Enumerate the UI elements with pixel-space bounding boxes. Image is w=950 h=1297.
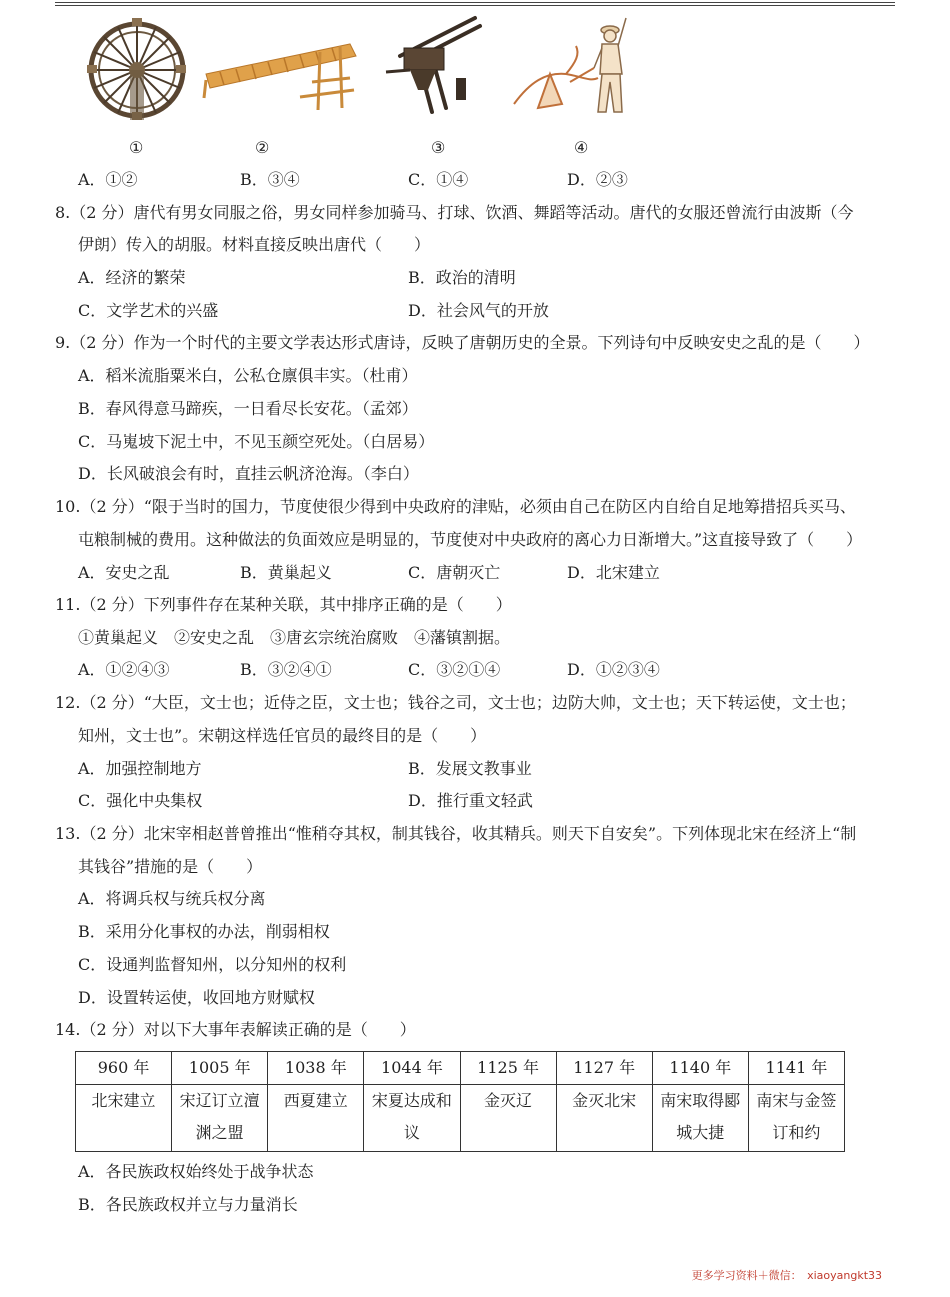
q7-option-a: A．①② xyxy=(78,170,138,189)
q7-option-b: B．③④ xyxy=(240,170,300,189)
q14-option-a: A．各民族政权始终处于战争状态 xyxy=(78,1162,314,1181)
year-cell: 1141 年 xyxy=(748,1052,844,1085)
q14-option-b: B．各民族政权并立与力量消长 xyxy=(78,1195,298,1214)
q11-option-d: D．①②③④ xyxy=(567,660,660,679)
event-cell: 金灭北宋 xyxy=(556,1085,652,1152)
q8-option-a: A．经济的繁荣 xyxy=(78,268,186,287)
image-caption-3: ③ xyxy=(431,138,446,157)
q8-stem-line2: 伊朗）传入的胡服。材料直接反映出唐代（ ） xyxy=(78,235,431,254)
year-cell: 1125 年 xyxy=(460,1052,556,1085)
q13-stem-line2: 其钱谷”措施的是（ ） xyxy=(78,857,263,876)
seed-drill-illustration xyxy=(380,12,485,124)
q11-option-a: A．①②④③ xyxy=(78,660,170,679)
q8-option-d: D．社会风气的开放 xyxy=(408,301,549,320)
q12-stem-line1: 12.（2 分）“大臣，文士也；近侍之臣，文士也；钱谷之司，文士也；边防大帅，文士也；天下转运使，文士也； xyxy=(55,693,856,712)
chronology-table xyxy=(75,1051,845,1152)
event-cell: 宋辽订立澶 渊之盟 xyxy=(172,1085,268,1152)
header-rule-secondary xyxy=(55,5,895,6)
year-cell: 960 年 xyxy=(76,1052,172,1085)
q8-stem-line1: 8.（2 分）唐代有男女同服之俗，男女同样参加骑马、打球、饮酒、舞蹈等活动。唐代的女服还曾流行由波斯（今 xyxy=(55,203,854,222)
q12-option-c: C．强化中央集权 xyxy=(78,791,203,810)
event-cell: 金灭辽 xyxy=(460,1085,556,1152)
q10-option-a: A．安史之乱 xyxy=(78,563,170,582)
q9-option-c: C．马嵬坡下泥土中，不见玉颜空死处。（白居易） xyxy=(78,432,435,451)
q12-option-b: B．发展文教事业 xyxy=(408,759,532,778)
q13-option-d: D．设置转运使，收回地方财赋权 xyxy=(78,988,315,1007)
year-cell: 1140 年 xyxy=(652,1052,748,1085)
q10-option-c: C．唐朝灭亡 xyxy=(408,563,501,582)
q9-option-a: A．稻米流脂粟米白，公私仓廪俱丰实。（杜甫） xyxy=(78,366,418,385)
curved-shaft-plough-illustration xyxy=(510,12,635,124)
q14-stem-line1: 14.（2 分）对以下大事年表解读正确的是（ ） xyxy=(55,1020,416,1039)
image-caption-4: ④ xyxy=(574,138,589,157)
q7-option-d: D．②③ xyxy=(567,170,628,189)
year-cell: 1038 年 xyxy=(268,1052,364,1085)
table-row-years xyxy=(76,1052,845,1085)
q8-option-c: C．文学艺术的兴盛 xyxy=(78,301,219,320)
q11-option-b: B．③②④① xyxy=(240,660,332,679)
q9-stem-line1: 9.（2 分）作为一个时代的主要文学表达形式唐诗，反映了唐朝历史的全景。下列诗句中反映安史之乱的是（ ） xyxy=(55,333,870,352)
footer-promo: 更多学习资料＋微信： xiaoyangkt33 xyxy=(691,1269,882,1282)
q11-stem-line2: ①黄巢起义 ②安史之乱 ③唐玄宗统治腐败 ④藩镇割据。 xyxy=(78,628,511,647)
q11-stem-line1: 11.（2 分）下列事件存在某种关联，其中排序正确的是（ ） xyxy=(55,595,512,614)
event-cell: 南宋与金签 订和约 xyxy=(748,1085,844,1152)
q8-option-b: B．政治的清明 xyxy=(408,268,516,287)
year-cell: 1044 年 xyxy=(364,1052,460,1085)
event-cell: 西夏建立 xyxy=(268,1085,364,1152)
q13-option-b: B．采用分化事权的办法，削弱相权 xyxy=(78,922,330,941)
q10-stem-line2: 屯粮制械的费用。这种做法的负面效应是明显的，节度使对中央政府的离心力日渐增大。”这直接导致了（ ） xyxy=(78,530,863,549)
event-cell: 北宋建立 xyxy=(76,1085,172,1152)
header-rule xyxy=(55,2,895,3)
table-row-events xyxy=(76,1085,845,1152)
q7-option-c: C．①④ xyxy=(408,170,469,189)
q12-option-d: D．推行重文轻武 xyxy=(408,791,533,810)
q10-stem-line1: 10.（2 分）“限于当时的国力，节度使很少得到中央政府的津贴，必须由自己在防区内自给自足地筹措招兵买马、 xyxy=(55,497,856,516)
q13-option-c: C．设通判监督知州，以分知州的权利 xyxy=(78,955,347,974)
waterwheel-illustration xyxy=(82,12,192,124)
event-cell: 宋夏达成和 议 xyxy=(364,1085,460,1152)
q13-stem-line1: 13.（2 分）北宋宰相赵普曾推出“惟稍夺其权，制其钱谷，收其精兵。则天下自安矣”。下列体现北宋在经济上“制 xyxy=(55,824,857,843)
q9-option-b: B．春风得意马蹄疾，一日看尽长安花。（孟郊） xyxy=(78,399,418,418)
q10-option-d: D．北宋建立 xyxy=(567,563,660,582)
year-cell: 1005 年 xyxy=(172,1052,268,1085)
q13-option-a: A．将调兵权与统兵权分离 xyxy=(78,889,266,908)
q9-option-d: D．长风破浪会有时，直挂云帆济沧海。（李白） xyxy=(78,464,419,483)
q12-stem-line2: 知州，文士也”。宋朝这样选任官员的最终目的是（ ） xyxy=(78,726,487,745)
q11-option-c: C．③②①④ xyxy=(408,660,501,679)
q10-option-b: B．黄巢起义 xyxy=(240,563,332,582)
q12-option-a: A．加强控制地方 xyxy=(78,759,202,778)
image-caption-2: ② xyxy=(255,138,270,157)
event-cell: 南宋取得郾 城大捷 xyxy=(652,1085,748,1152)
year-cell: 1127 年 xyxy=(556,1052,652,1085)
image-caption-1: ① xyxy=(129,138,144,157)
square-pallet-chain-pump-illustration xyxy=(200,12,362,124)
